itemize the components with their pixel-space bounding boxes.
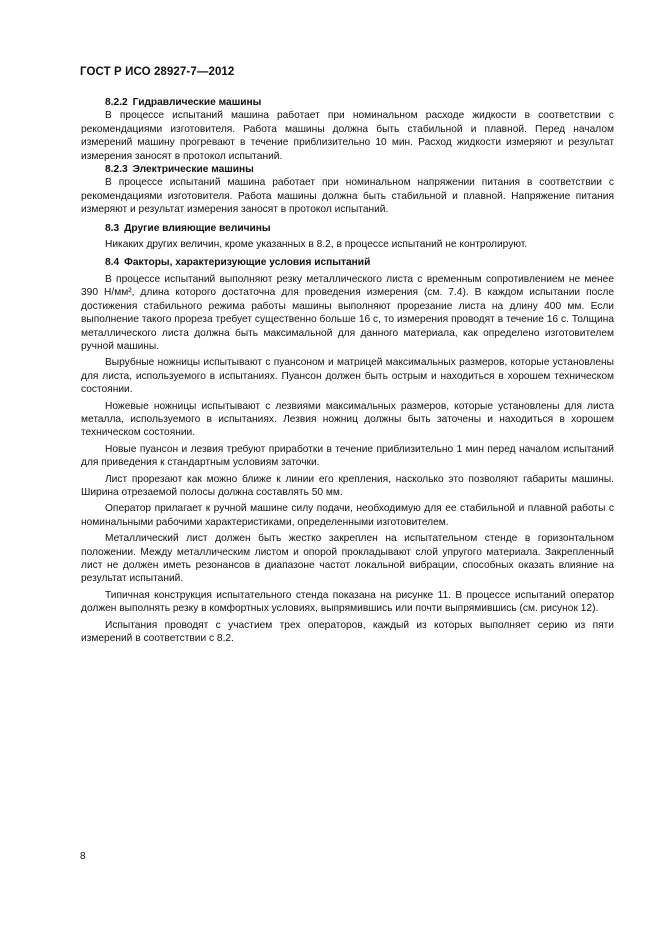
paragraph: Типичная конструкция испытательного стенда показана на рисунке 11. В процессе испытаний оператор должен выполнять резку в комфортных условиях, выпрямившись или почти выпрямившись (см. рисунок 12). — [81, 589, 614, 615]
section-number: 8.2.3 — [105, 164, 128, 176]
section-title: Гидравлические машины — [132, 97, 262, 108]
section-8-2-3 — [81, 163, 614, 217]
paragraph: Лист прорезают как можно ближе к линии его крепления, насколько это позволяют габариты машины. Ширина отрезаемой полосы должна составлять 50 мм. — [81, 473, 614, 498]
paragraph: В процессе испытаний машина работает при номинальном расходе жидкости в соответствии с рекомендациями изготовителя. Работа машины должна быть стабильной и плавной. Перед началом измерений машину прогревают в течение приблизительно 10 мин. Расход жидкости измеряют и результат измерения заносят в протокол испытаний. — [81, 110, 614, 162]
paragraph: Никаких других величин, кроме указанных в 8.2, в процессе испытаний не контролируют. — [105, 239, 528, 251]
section-title: Другие влияющие величины — [124, 222, 271, 234]
paragraph: В процессе испытаний машина работает при номинальном напряжении питания в соответствии с рекомендациями изготовителя. Работа машины должна быть стабильной и плавной. Напряжение питания измеряют и результат измерения заносят в протокол испытаний. — [81, 177, 614, 216]
section-heading — [81, 222, 614, 235]
paragraph: Новые пуансон и лезвия требуют приработки в течение приблизительно 1 мин перед началом испытаний для приведения к стандартным условиям заточки. — [81, 443, 614, 469]
section-title: Факторы, характеризующие условия испытаний — [124, 257, 371, 269]
section-8-3 — [81, 222, 614, 252]
section-title: Электрические машины — [132, 164, 254, 176]
section-number: 8.2.2 — [105, 97, 128, 108]
paragraph: В процессе испытаний выполняют резку металлического листа с временным сопротивлением не менее 390 Н/мм², длина которого достаточна для проведения измерения (см. 7.4). В каждом испытании после достижения стабильного режима работы машины выполняют прорезание листа на длину 400 мм. Если выполнение такого прореза требует существенно больше 16 с, то измерения проводят в течение 16 с. Толщина металлического листа должна быть максимальной для данного материала, как определено изготовителем ручной машины. — [81, 273, 614, 352]
section-heading — [81, 163, 614, 176]
section-8-2-2 — [81, 96, 614, 163]
section-number: 8.4 — [105, 257, 120, 269]
section-8-4 — [81, 256, 614, 645]
paragraph: Испытания проводят с участием трех операторов, каждый из которых выполняет серию из пяти измерений в соответствии с 8.2. — [81, 619, 614, 645]
document-header: ГОСТ Р ИСО 28927-7—2012 — [80, 66, 235, 78]
section-heading — [81, 256, 614, 269]
paragraph: Оператор прилагает к ручной машине силу подачи, необходимую для ее стабильной и плавной работы с номинальными рабочими характеристиками, определенными изготовителем. — [81, 503, 614, 528]
section-number: 8.3 — [105, 222, 120, 234]
paragraph: Вырубные ножницы испытывают с пуансоном и матрицей максимальных размеров, которые установлены для листа, используемого в испытаниях. Пуансон должен быть острым и находиться в хорошем техническом состоянии. — [81, 357, 614, 396]
paragraph: Металлический лист должен быть жестко закреплен на испытательном стенде в горизонтальном положении. Между металлическим листом и опорой прокладывают слой упругого материала. Закрепленный лист не должен иметь резонансов в диапазоне частот локальной вибрации, способных оказать влияние на результат испытаний. — [81, 533, 614, 585]
section-heading — [81, 96, 614, 109]
document-body — [81, 96, 614, 645]
paragraph: Ножевые ножницы испытывают с лезвиями максимальных размеров, которые установлены для листа металла, используемого в испытаниях. Лезвия ножниц должны быть заточены и находиться в хорошем техническом состоянии. — [81, 400, 614, 439]
page-number: 8 — [80, 851, 86, 862]
